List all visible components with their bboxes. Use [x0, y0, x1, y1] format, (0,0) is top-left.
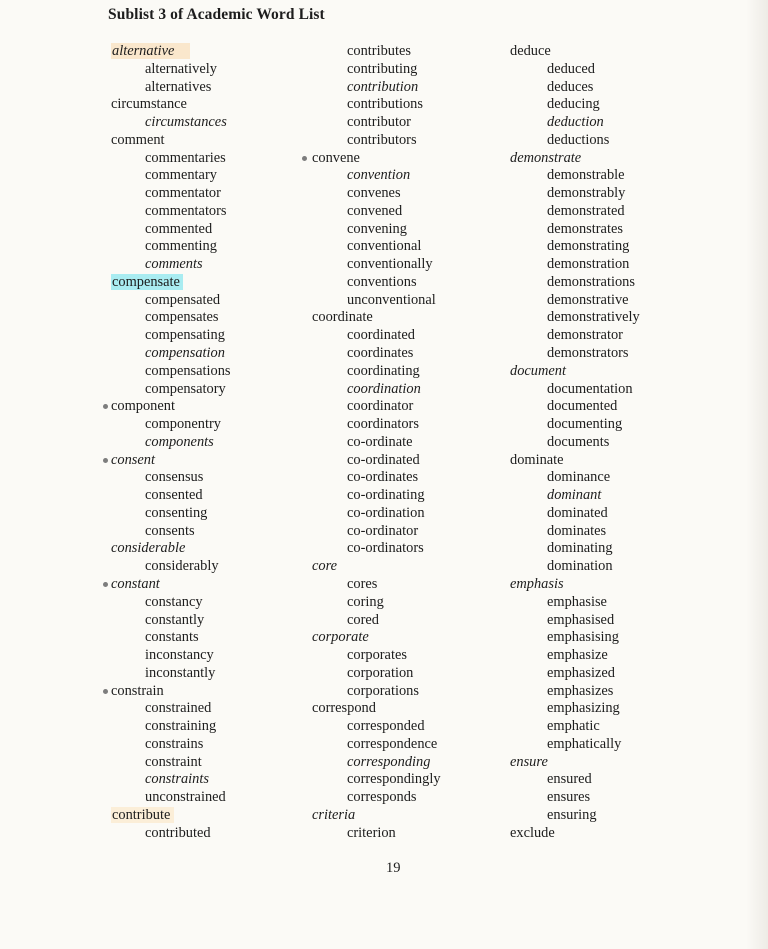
word-family-member: [503, 381, 640, 399]
word-family-member: [298, 665, 441, 683]
word-text: compensating: [145, 327, 225, 344]
word-family-member: [503, 274, 640, 292]
word-text: exclude: [510, 824, 555, 841]
word-text: documentation: [547, 380, 633, 397]
word-text: deduction: [547, 114, 604, 131]
word-family-member: [503, 221, 640, 239]
word-family-member: [298, 612, 441, 630]
word-text: demonstrates: [547, 220, 623, 237]
word-text: demonstrably: [547, 185, 626, 202]
word-text: constant: [111, 575, 160, 592]
word-text: dominating: [547, 540, 613, 557]
word-text: emphasizes: [547, 682, 614, 699]
word-text: demonstrator: [547, 327, 623, 344]
word-text: components: [145, 433, 214, 450]
word-family-member: [108, 327, 231, 345]
word-text: alternative: [111, 43, 190, 59]
word-text: coordinated: [347, 327, 415, 344]
word-text: ensures: [547, 789, 591, 806]
word-family-member: [503, 700, 640, 718]
bullet-dot-icon: [103, 582, 108, 587]
word-column-3: [503, 43, 640, 842]
word-text: contribution: [347, 78, 419, 95]
word-family-member: [503, 256, 640, 274]
word-family-member: [108, 221, 231, 239]
word-family-member: [298, 736, 441, 754]
word-family-member: [503, 132, 640, 150]
word-text: conventional: [347, 238, 422, 255]
word-family-member: [298, 576, 441, 594]
word-family-member: [298, 61, 441, 79]
bullet-dot-icon: [103, 404, 108, 409]
word-text: contributing: [347, 60, 418, 77]
word-family-member: [298, 594, 441, 612]
word-family-member: [503, 345, 640, 363]
word-text: comment: [111, 131, 165, 148]
word-family-member: [298, 771, 441, 789]
word-text: coordination: [347, 380, 421, 397]
word-family-member: [298, 540, 441, 558]
word-text: demonstrative: [547, 291, 629, 308]
word-text: consents: [145, 522, 195, 539]
word-text: dominated: [547, 504, 608, 521]
word-text: inconstantly: [145, 664, 216, 681]
word-text: co-ordinates: [347, 469, 419, 486]
word-text: inconstancy: [145, 647, 214, 664]
word-family-member: [298, 434, 441, 452]
word-family-member: [298, 789, 441, 807]
word-text: documented: [547, 398, 618, 415]
headword: [503, 576, 640, 594]
word-text: criteria: [312, 806, 356, 823]
word-family-member: [298, 523, 441, 541]
word-text: convention: [347, 167, 411, 184]
bullet-dot-icon: [103, 458, 108, 463]
word-family-member: [503, 736, 640, 754]
word-text: document: [510, 362, 566, 379]
word-family-member: [503, 665, 640, 683]
word-text: coring: [347, 593, 384, 610]
word-text: constraint: [145, 753, 202, 770]
word-text: convene: [312, 149, 360, 166]
word-text: cores: [347, 575, 378, 592]
word-family-member: [298, 416, 441, 434]
word-text: ensure: [510, 753, 548, 770]
word-family-member: [108, 523, 231, 541]
word-family-member: [503, 185, 640, 203]
word-text: constants: [145, 629, 199, 646]
word-family-member: [503, 238, 640, 256]
word-text: corporation: [347, 664, 414, 681]
word-family-member: [503, 203, 640, 221]
word-text: co-ordinate: [347, 433, 413, 450]
word-text: corresponding: [347, 753, 431, 770]
word-family-member: [108, 61, 231, 79]
word-text: documents: [547, 433, 610, 450]
word-text: co-ordinator: [347, 522, 419, 539]
word-family-member: [108, 238, 231, 256]
word-family-member: [108, 469, 231, 487]
word-text: commentary: [145, 167, 217, 184]
word-text: comments: [145, 256, 203, 273]
page-edge-shadow: [746, 0, 768, 949]
headword: [503, 363, 640, 381]
word-text: emphatically: [547, 735, 622, 752]
word-text: demonstrations: [547, 273, 635, 290]
word-family-member: [298, 683, 441, 701]
word-text: domination: [547, 558, 613, 575]
headword: [503, 754, 640, 772]
word-text: constraining: [145, 718, 217, 735]
word-text: deduced: [547, 60, 595, 77]
word-family-member: [503, 61, 640, 79]
word-family-member: [298, 469, 441, 487]
word-family-member: [298, 718, 441, 736]
word-family-member: [503, 416, 640, 434]
word-family-member: [108, 789, 231, 807]
word-text: demonstrate: [510, 149, 582, 166]
word-family-member: [108, 185, 231, 203]
word-family-member: [503, 629, 640, 647]
word-text: dominate: [510, 451, 564, 468]
word-text: coordinators: [347, 416, 419, 433]
word-text: consenting: [145, 504, 208, 521]
word-text: unconventional: [347, 291, 436, 308]
word-text: conventions: [347, 273, 417, 290]
word-family-member: [108, 381, 231, 399]
word-family-member: [298, 825, 441, 843]
word-text: core: [312, 558, 338, 575]
word-text: emphasised: [547, 611, 615, 628]
word-family-member: [503, 594, 640, 612]
word-family-member: [298, 452, 441, 470]
word-text: convened: [347, 202, 403, 219]
word-text: co-ordination: [347, 504, 425, 521]
word-family-member: [108, 825, 231, 843]
word-text: corresponds: [347, 789, 417, 806]
word-text: compensate: [111, 274, 183, 290]
word-family-member: [298, 43, 441, 61]
page-number: 19: [386, 860, 401, 876]
word-text: contributes: [347, 43, 411, 59]
word-text: contributors: [347, 131, 417, 148]
word-family-member: [503, 309, 640, 327]
headword: [108, 398, 231, 416]
word-family-member: [298, 256, 441, 274]
word-text: dominance: [547, 469, 611, 486]
word-text: criterion: [347, 824, 396, 841]
word-text: documenting: [547, 416, 623, 433]
word-text: contributed: [145, 824, 211, 841]
headword: [108, 452, 231, 470]
word-text: co-ordinators: [347, 540, 424, 557]
word-family-member: [298, 238, 441, 256]
word-family-member: [108, 114, 231, 132]
word-family-member: [298, 754, 441, 772]
word-family-member: [108, 363, 231, 381]
word-family-member: [108, 416, 231, 434]
word-family-member: [108, 309, 231, 327]
word-family-member: [108, 150, 231, 168]
word-family-member: [298, 221, 441, 239]
word-text: commentaries: [145, 149, 226, 166]
word-family-member: [108, 718, 231, 736]
word-family-member: [298, 398, 441, 416]
word-family-member: [503, 469, 640, 487]
word-family-member: [108, 754, 231, 772]
word-text: commentator: [145, 185, 221, 202]
headword: [503, 150, 640, 168]
word-family-member: [503, 505, 640, 523]
word-family-member: [503, 292, 640, 310]
word-family-member: [503, 167, 640, 185]
word-family-member: [298, 292, 441, 310]
headword: [298, 150, 441, 168]
headword: [108, 43, 231, 61]
word-text: compensations: [145, 362, 231, 379]
word-text: constrained: [145, 700, 212, 717]
word-text: correspond: [312, 700, 376, 717]
word-family-member: [503, 612, 640, 630]
word-family-member: [108, 79, 231, 97]
word-text: demonstrators: [547, 345, 629, 362]
word-text: co-ordinated: [347, 451, 420, 468]
word-column-2: [298, 43, 441, 842]
word-text: emphasising: [547, 629, 619, 646]
word-family-member: [298, 505, 441, 523]
word-family-member: [503, 558, 640, 576]
word-family-member: [298, 327, 441, 345]
word-family-member: [298, 381, 441, 399]
word-text: demonstrated: [547, 202, 625, 219]
word-text: deductions: [547, 131, 610, 148]
word-text: constrain: [111, 682, 164, 699]
word-family-member: [108, 167, 231, 185]
word-text: emphasise: [547, 593, 607, 610]
word-text: consensus: [145, 469, 204, 486]
word-text: compensation: [145, 345, 225, 362]
word-text: considerable: [111, 540, 186, 557]
word-family-member: [298, 96, 441, 114]
word-column-1: [108, 43, 231, 842]
word-family-member: [503, 523, 640, 541]
word-text: component: [111, 398, 175, 415]
word-family-member: [108, 736, 231, 754]
word-family-member: [503, 647, 640, 665]
word-text: compensatory: [145, 380, 226, 397]
word-family-member: [503, 79, 640, 97]
headword: [298, 309, 441, 327]
word-family-member: [108, 700, 231, 718]
word-text: co-ordinating: [347, 487, 425, 504]
word-text: componentry: [145, 416, 221, 433]
word-family-member: [108, 558, 231, 576]
word-family-member: [503, 789, 640, 807]
word-text: corporations: [347, 682, 419, 699]
word-family-member: [503, 398, 640, 416]
word-text: constrains: [145, 735, 204, 752]
word-text: correspondence: [347, 735, 438, 752]
word-text: corporates: [347, 647, 407, 664]
word-family-member: [108, 487, 231, 505]
word-family-member: [503, 327, 640, 345]
word-text: circumstances: [145, 114, 227, 131]
word-text: emphasize: [547, 647, 608, 664]
word-text: emphasizing: [547, 700, 620, 717]
word-family-member: [108, 594, 231, 612]
word-text: emphatic: [547, 718, 600, 735]
word-family-member: [503, 96, 640, 114]
word-text: constancy: [145, 593, 203, 610]
word-family-member: [298, 114, 441, 132]
headword: [298, 700, 441, 718]
word-family-member: [503, 771, 640, 789]
word-family-member: [108, 292, 231, 310]
word-text: commenting: [145, 238, 217, 255]
word-text: correspondingly: [347, 771, 441, 788]
word-text: compensated: [145, 291, 221, 308]
headword: [108, 576, 231, 594]
word-text: coordinates: [347, 345, 414, 362]
word-text: demonstratively: [547, 309, 640, 326]
word-text: unconstrained: [145, 789, 226, 806]
word-family-member: [298, 647, 441, 665]
headword: [503, 452, 640, 470]
word-text: contributions: [347, 96, 423, 113]
word-text: compensates: [145, 309, 219, 326]
word-text: conventionally: [347, 256, 433, 273]
word-family-member: [108, 203, 231, 221]
headword: [298, 629, 441, 647]
word-family-member: [298, 185, 441, 203]
word-text: circumstance: [111, 96, 187, 113]
word-text: convenes: [347, 185, 401, 202]
headword: [298, 558, 441, 576]
word-family-member: [503, 718, 640, 736]
word-text: deduce: [510, 43, 551, 59]
headword: [108, 96, 231, 114]
word-text: coordinate: [312, 309, 373, 326]
word-text: consented: [145, 487, 203, 504]
word-text: emphasized: [547, 664, 615, 681]
word-text: deducing: [547, 96, 600, 113]
word-family-member: [298, 203, 441, 221]
word-family-member: [503, 540, 640, 558]
bullet-dot-icon: [302, 156, 307, 161]
word-family-member: [108, 345, 231, 363]
word-family-member: [108, 665, 231, 683]
word-text: alternatively: [145, 60, 217, 77]
headword: [503, 825, 640, 843]
word-text: dominates: [547, 522, 607, 539]
word-text: coordinator: [347, 398, 414, 415]
word-text: commented: [145, 220, 213, 237]
word-family-member: [503, 434, 640, 452]
word-text: commentators: [145, 202, 227, 219]
word-text: constraints: [145, 771, 209, 788]
word-family-member: [108, 434, 231, 452]
headword: [108, 540, 231, 558]
word-text: demonstrable: [547, 167, 625, 184]
word-family-member: [298, 274, 441, 292]
word-text: constantly: [145, 611, 205, 628]
word-text: convening: [347, 220, 407, 237]
word-text: emphasis: [510, 575, 564, 592]
word-family-member: [298, 167, 441, 185]
headword: [108, 132, 231, 150]
word-text: considerably: [145, 558, 219, 575]
word-text: corresponded: [347, 718, 425, 735]
word-text: coordinating: [347, 362, 420, 379]
word-family-member: [298, 79, 441, 97]
word-family-member: [108, 256, 231, 274]
headword: [298, 807, 441, 825]
word-text: demonstration: [547, 256, 630, 273]
word-family-member: [108, 612, 231, 630]
word-text: corporate: [312, 629, 369, 646]
word-family-member: [503, 683, 640, 701]
word-text: demonstrating: [547, 238, 630, 255]
bullet-dot-icon: [103, 689, 108, 694]
word-text: ensuring: [547, 806, 597, 823]
headword: [108, 807, 231, 825]
word-text: contributor: [347, 114, 411, 131]
word-family-member: [503, 487, 640, 505]
word-family-member: [108, 771, 231, 789]
page-title: Sublist 3 of Academic Word List: [108, 6, 325, 23]
word-text: cored: [347, 611, 379, 628]
headword: [503, 43, 640, 61]
word-family-member: [298, 363, 441, 381]
word-family-member: [108, 647, 231, 665]
word-text: ensured: [547, 771, 592, 788]
word-family-member: [503, 807, 640, 825]
word-family-member: [298, 345, 441, 363]
word-text: consent: [111, 451, 155, 468]
word-family-member: [108, 505, 231, 523]
headword: [108, 683, 231, 701]
word-text: dominant: [547, 487, 602, 504]
word-text: contribute: [111, 807, 174, 823]
word-text: alternatives: [145, 78, 212, 95]
word-family-member: [298, 487, 441, 505]
word-family-member: [503, 114, 640, 132]
headword: [108, 274, 231, 292]
word-family-member: [108, 629, 231, 647]
word-text: deduces: [547, 78, 594, 95]
word-family-member: [298, 132, 441, 150]
